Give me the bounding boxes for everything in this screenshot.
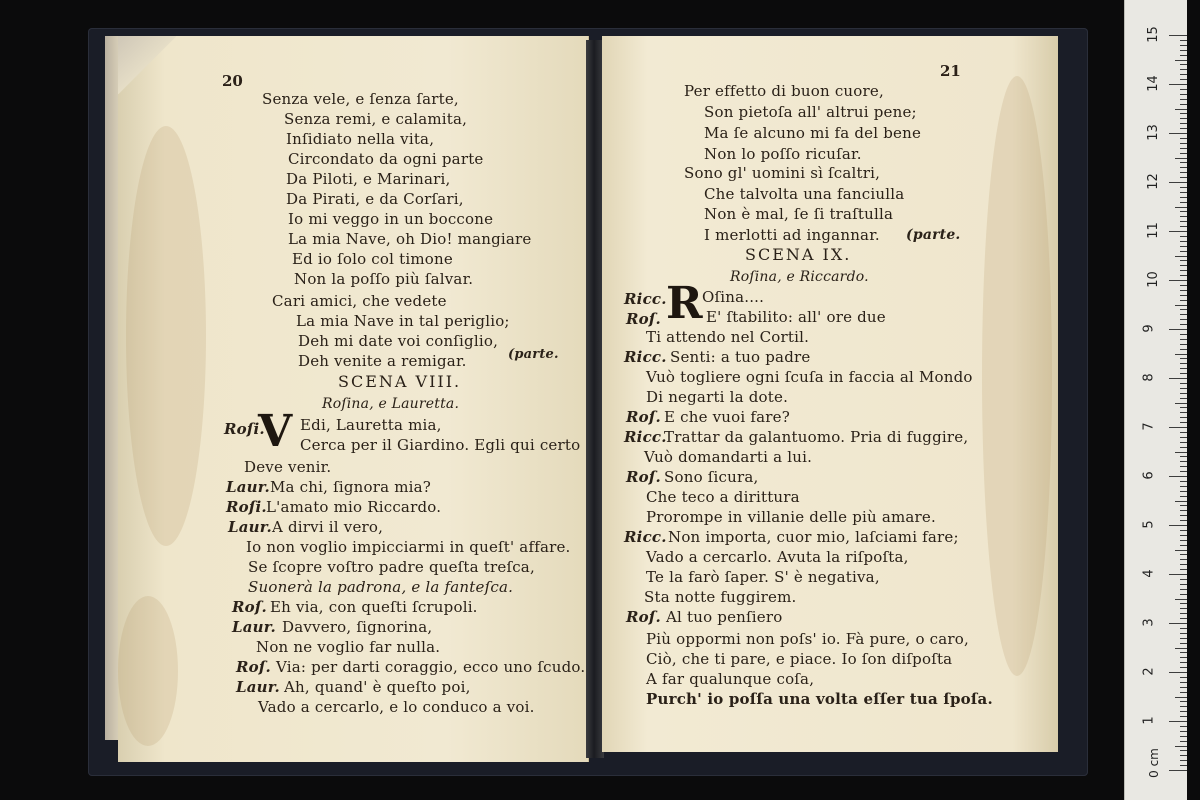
ruler-tick [1180, 530, 1187, 531]
speaker-label: Roſ. [626, 408, 661, 426]
ruler-tick [1180, 99, 1187, 100]
ruler-tick [1169, 329, 1187, 330]
ruler-tick [1180, 667, 1187, 668]
ruler-tick [1180, 618, 1187, 619]
ruler-tick [1180, 554, 1187, 555]
verse-line: Inſidiato nella vita, [286, 130, 435, 148]
ruler-number: 6 [1141, 471, 1157, 480]
ruler-tick [1180, 422, 1187, 423]
ruler-tick [1180, 89, 1187, 90]
dialogue-line: Cerca per il Giardino. Egli qui certo [300, 436, 581, 454]
ruler-number: 4 [1141, 569, 1157, 578]
ruler-tick [1180, 486, 1187, 487]
ruler-tick [1175, 354, 1187, 355]
dialogue-line: Che teco a dirittura [646, 488, 800, 506]
ruler-tick [1180, 677, 1187, 678]
ruler-tick [1180, 143, 1187, 144]
dialogue-line: Ma chi, ſignora mia? [270, 478, 431, 496]
ruler-tick [1180, 584, 1187, 585]
ruler-tick [1180, 643, 1187, 644]
ruler-tick [1180, 638, 1187, 639]
ruler-tick [1180, 755, 1187, 756]
ruler-tick [1180, 692, 1187, 693]
ruler-tick [1169, 623, 1187, 624]
ruler-tick [1169, 672, 1187, 673]
ruler-tick [1180, 358, 1187, 359]
ruler-tick [1180, 104, 1187, 105]
ruler-tick [1180, 64, 1187, 65]
ruler-tick [1180, 432, 1187, 433]
stage-direction: (parte. [508, 347, 559, 362]
verse-line: Che talvolta una fanciulla [704, 185, 905, 203]
ruler-number: 13 [1145, 124, 1161, 141]
ruler-tick [1180, 236, 1187, 237]
ruler-tick [1180, 456, 1187, 457]
ruler-tick [1180, 265, 1187, 266]
verse-line: Da Piloti, e Marinari, [286, 170, 451, 188]
ruler-tick [1180, 520, 1187, 521]
ruler-number: 2 [1141, 667, 1157, 676]
dialogue-line: Purch' io poſſa una volta eſſer tua ſpoſa. [646, 690, 993, 708]
ruler-tick [1180, 736, 1187, 737]
ruler-tick [1180, 79, 1187, 80]
verse-line: Ma ſe alcuno mi fa del bene [704, 124, 922, 142]
ruler-tick [1180, 270, 1187, 271]
ruler-tick [1180, 344, 1187, 345]
verse-line: La mia Nave, oh Dio! mangiare [288, 230, 532, 248]
ruler-tick [1175, 60, 1187, 61]
ruler-number: 10 [1145, 271, 1161, 288]
ruler-tick [1180, 202, 1187, 203]
ruler-tick [1180, 726, 1187, 727]
ruler-tick [1180, 510, 1187, 511]
ruler-number: 5 [1141, 520, 1157, 529]
speaker-label: Laur. [228, 518, 272, 536]
ruler-tick [1180, 466, 1187, 467]
ruler-tick [1180, 662, 1187, 663]
ruler-tick [1169, 525, 1187, 526]
ruler-tick [1169, 770, 1187, 771]
ruler-tick [1180, 706, 1187, 707]
ruler-number: 3 [1141, 618, 1157, 627]
dialogue-line: E che vuoi fare? [664, 408, 790, 426]
ruler-tick [1180, 505, 1187, 506]
page-stain [982, 76, 1052, 676]
speaker-label: Roſi. [224, 420, 265, 438]
ruler-tick [1180, 442, 1187, 443]
dialogue-line: E' ſtabilito: all' ore due [706, 308, 886, 326]
verse-line: Circondato da ogni parte [288, 150, 484, 168]
ruler-tick [1180, 461, 1187, 462]
dialogue-line: Prorompe in villanie delle più amare. [646, 508, 936, 526]
ruler-tick [1180, 579, 1187, 580]
page-stain [126, 126, 206, 546]
ruler-tick [1169, 574, 1187, 575]
measuring-ruler [1124, 0, 1187, 800]
ruler-tick [1180, 192, 1187, 193]
ruler-tick [1180, 339, 1187, 340]
verse-line: Deh venite a remigar. [298, 352, 467, 370]
ruler-tick [1169, 84, 1187, 85]
verse-line: Senza remi, e calamita, [284, 110, 468, 128]
verse-line: Non la poſſo più ſalvar. [294, 270, 474, 288]
dialogue-line: Non ne voglio far nulla. [256, 638, 441, 656]
ruler-tick [1169, 133, 1187, 134]
ruler-tick [1180, 260, 1187, 261]
verse-line: Cari amici, che vedete [272, 292, 447, 310]
dialogue-line: Al tuo penſiero [666, 608, 783, 626]
ruler-tick [1180, 285, 1187, 286]
dialogue-line: Eh via, con queſti ſcrupoli. [270, 598, 478, 616]
ruler-tick [1175, 550, 1187, 551]
dialogue-line: Sta notte fuggirem. [644, 588, 797, 606]
ruler-tick [1180, 407, 1187, 408]
speaker-label: Ricc. [624, 348, 667, 366]
ruler-tick [1175, 599, 1187, 600]
ruler-tick [1180, 187, 1187, 188]
verse-line: Senza vele, e ſenza ſarte, [262, 90, 459, 108]
ruler-tick [1180, 628, 1187, 629]
verse-line: Non è mal, ſe ſi traſtulla [704, 205, 894, 223]
ruler-tick [1180, 589, 1187, 590]
dialogue-line: Di negarti la dote. [646, 388, 789, 406]
ruler-tick [1180, 741, 1187, 742]
scene-characters: Roſina, e Riccardo. [730, 269, 869, 285]
ruler-tick [1175, 256, 1187, 257]
ruler-tick [1180, 682, 1187, 683]
ruler-tick [1175, 746, 1187, 747]
ruler-tick [1180, 569, 1187, 570]
ruler-number: 15 [1145, 26, 1161, 43]
dialogue-line: Trattar da galantuomo. Pria di fuggire, [664, 428, 969, 446]
ruler-tick [1180, 711, 1187, 712]
verse-line: Non lo poſſo ricuſar. [704, 145, 862, 163]
ruler-tick [1180, 652, 1187, 653]
page-number: 20 [222, 72, 243, 90]
ruler-tick [1180, 290, 1187, 291]
ruler-tick [1180, 515, 1187, 516]
ruler-tick [1180, 388, 1187, 389]
dialogue-line: Deve venir. [244, 458, 332, 476]
page-number: 21 [940, 62, 961, 80]
ruler-tick [1180, 319, 1187, 320]
ruler-tick [1175, 648, 1187, 649]
ruler-tick [1169, 427, 1187, 428]
ruler-tick [1180, 172, 1187, 173]
ruler-tick [1180, 216, 1187, 217]
ruler-tick [1180, 657, 1187, 658]
ruler-tick [1180, 275, 1187, 276]
ruler-tick [1180, 94, 1187, 95]
ruler-tick [1180, 153, 1187, 154]
ruler-tick [1180, 437, 1187, 438]
speaker-label: Ricc. [624, 528, 667, 546]
ruler-tick [1180, 197, 1187, 198]
ruler-tick [1180, 594, 1187, 595]
ruler-tick [1180, 613, 1187, 614]
ruler-tick [1180, 731, 1187, 732]
ruler-tick [1180, 314, 1187, 315]
speaker-label: Roſ. [626, 608, 661, 626]
dialogue-line: Suonerà la padrona, e la fanteſca. [248, 578, 514, 596]
ruler-tick [1180, 246, 1187, 247]
ruler-tick [1175, 452, 1187, 453]
ruler-number: 9 [1141, 324, 1157, 333]
verse-line: Deh mi date voi conſiglio, [298, 332, 499, 350]
drop-capital: R [666, 278, 703, 329]
dialogue-line: L'amato mio Riccardo. [266, 498, 442, 516]
ruler-tick [1175, 305, 1187, 306]
speaker-label: Laur. [232, 618, 276, 636]
verse-line: Da Pirati, e da Corſari, [286, 190, 464, 208]
ruler-tick [1180, 349, 1187, 350]
ruler-tick [1180, 496, 1187, 497]
ruler-tick [1180, 177, 1187, 178]
scene-characters: Roſina, e Lauretta. [322, 396, 460, 412]
drop-capital: V [258, 406, 293, 457]
ruler-tick [1180, 162, 1187, 163]
ruler-tick [1180, 309, 1187, 310]
ruler-tick [1180, 128, 1187, 129]
ruler-tick [1180, 226, 1187, 227]
ruler-number: 11 [1145, 222, 1161, 239]
speaker-label: Roſ. [232, 598, 267, 616]
ruler-number: 8 [1141, 373, 1157, 382]
scene-heading: SCENA IX. [745, 245, 852, 264]
ruler-tick [1180, 760, 1187, 761]
ruler-tick [1180, 447, 1187, 448]
dialogue-line: A far qualunque coſa, [646, 670, 815, 688]
verse-line: I merlotti ad ingannar. [704, 226, 880, 244]
speaker-label: Ricc. [624, 290, 667, 308]
ruler-tick [1180, 716, 1187, 717]
dialogue-line: Sono ſicura, [664, 468, 759, 486]
ruler-tick [1180, 545, 1187, 546]
ruler-tick [1180, 633, 1187, 634]
ruler-tick [1175, 501, 1187, 502]
ruler-tick [1180, 241, 1187, 242]
ruler-tick [1180, 45, 1187, 46]
ruler-tick [1180, 118, 1187, 119]
speaker-label: Roſ. [626, 468, 661, 486]
dialogue-line: Senti: a tuo padre [670, 348, 811, 366]
ruler-tick [1169, 280, 1187, 281]
page-stain [118, 596, 178, 746]
ruler-tick [1180, 765, 1187, 766]
ruler-tick [1180, 398, 1187, 399]
ruler-number: 1 [1141, 716, 1157, 725]
ruler-tick [1175, 109, 1187, 110]
ruler-tick [1180, 535, 1187, 536]
ruler-tick [1175, 158, 1187, 159]
ruler-tick [1180, 608, 1187, 609]
verse-line: Io mi veggo in un boccone [288, 210, 494, 228]
ruler-tick [1180, 211, 1187, 212]
dialogue-line: Ti attendo nel Cortil. [646, 328, 810, 346]
dialogue-line: A dirvi il vero, [272, 518, 384, 536]
speaker-label: Laur. [226, 478, 270, 496]
ruler-tick [1180, 373, 1187, 374]
ruler-tick [1180, 69, 1187, 70]
ruler-tick [1180, 334, 1187, 335]
ruler-tick [1180, 481, 1187, 482]
verse-line: Son pietoſa all' altrui pene; [704, 103, 917, 121]
stage-direction: (parte. [906, 227, 961, 243]
dialogue-line: Più oppormi non poſs' io. Fà pure, o caro, [646, 630, 969, 648]
dialogue-line: Te la farò ſaper. S' è negativa, [646, 568, 880, 586]
ruler-tick [1180, 55, 1187, 56]
ruler-tick [1180, 750, 1187, 751]
ruler-tick [1180, 123, 1187, 124]
ruler-tick [1180, 687, 1187, 688]
ruler-tick [1180, 324, 1187, 325]
ruler-tick [1180, 701, 1187, 702]
dialogue-line: Vuò domandarti a lui. [644, 448, 813, 466]
scene-heading: SCENA VIII. [338, 372, 462, 391]
ruler-tick [1180, 40, 1187, 41]
verse-line: Ed io ſolo col timone [292, 250, 453, 268]
folded-corner [118, 36, 176, 94]
ruler-tick [1180, 383, 1187, 384]
verse-line: Per effetto di buon cuore, [684, 82, 884, 100]
ruler-tick [1180, 138, 1187, 139]
dialogue-line: Ciò, che ti pare, e piace. Io ſon diſpoſta [646, 650, 953, 668]
ruler-tick [1180, 471, 1187, 472]
ruler-number: 7 [1141, 422, 1157, 431]
ruler-tick [1169, 231, 1187, 232]
speaker-label: Roſ. [626, 310, 661, 328]
dialogue-line: Non importa, cuor mio, laſciami fare; [668, 528, 959, 546]
ruler-tick [1180, 417, 1187, 418]
ruler-tick [1180, 295, 1187, 296]
dialogue-line: Via: per darti coraggio, ecco uno ſcudo. [276, 658, 586, 676]
ruler-tick [1180, 540, 1187, 541]
ruler-tick [1180, 603, 1187, 604]
ruler-tick [1180, 368, 1187, 369]
verse-line: La mia Nave in tal periglio; [296, 312, 510, 330]
dialogue-line: Oſina.... [702, 288, 765, 306]
ruler-tick [1180, 393, 1187, 394]
ruler-tick [1180, 167, 1187, 168]
ruler-tick [1180, 221, 1187, 222]
ruler-tick [1180, 564, 1187, 565]
dialogue-line: Vado a cercarlo. Avuta la riſpoſta, [646, 548, 909, 566]
ruler-tick [1180, 491, 1187, 492]
ruler-tick [1180, 148, 1187, 149]
ruler-tick [1180, 50, 1187, 51]
ruler-tick [1180, 363, 1187, 364]
ruler-tick [1175, 207, 1187, 208]
ruler-tick [1180, 300, 1187, 301]
ruler-tick [1180, 559, 1187, 560]
dialogue-line: Edi, Lauretta mia, [300, 416, 442, 434]
ruler-number: 12 [1145, 173, 1161, 190]
dialogue-line: Se ſcopre voſtro padre queſta treſca, [248, 558, 535, 576]
ruler-number: 14 [1145, 75, 1161, 92]
ruler-tick [1175, 403, 1187, 404]
ruler-tick [1180, 251, 1187, 252]
ruler-unit: 0 cm [1146, 748, 1161, 778]
dialogue-line: Davvero, ſignorina, [282, 618, 433, 636]
ruler-tick [1169, 182, 1187, 183]
speaker-label: Roſi. [226, 498, 267, 516]
speaker-label: Ricc. [624, 428, 667, 446]
dialogue-line: Io non voglio impicciarmi in queſt' affare. [246, 538, 571, 556]
verse-line: Sono gl' uomini sì ſcaltri, [684, 164, 881, 182]
speaker-label: Laur. [236, 678, 280, 696]
ruler-tick [1180, 412, 1187, 413]
ruler-tick [1169, 476, 1187, 477]
ruler-tick [1175, 697, 1187, 698]
ruler-tick [1169, 35, 1187, 36]
ruler-tick [1169, 378, 1187, 379]
dialogue-line: Vuò togliere ogni ſcuſa in faccia al Mondo [646, 368, 973, 386]
speaker-label: Roſ. [236, 658, 271, 676]
ruler-tick [1180, 74, 1187, 75]
ruler-tick [1169, 721, 1187, 722]
dialogue-line: Vado a cercarlo, e lo conduco a voi. [258, 698, 535, 716]
ruler-tick [1180, 113, 1187, 114]
dialogue-line: Ah, quand' è queſto poi, [284, 678, 471, 696]
